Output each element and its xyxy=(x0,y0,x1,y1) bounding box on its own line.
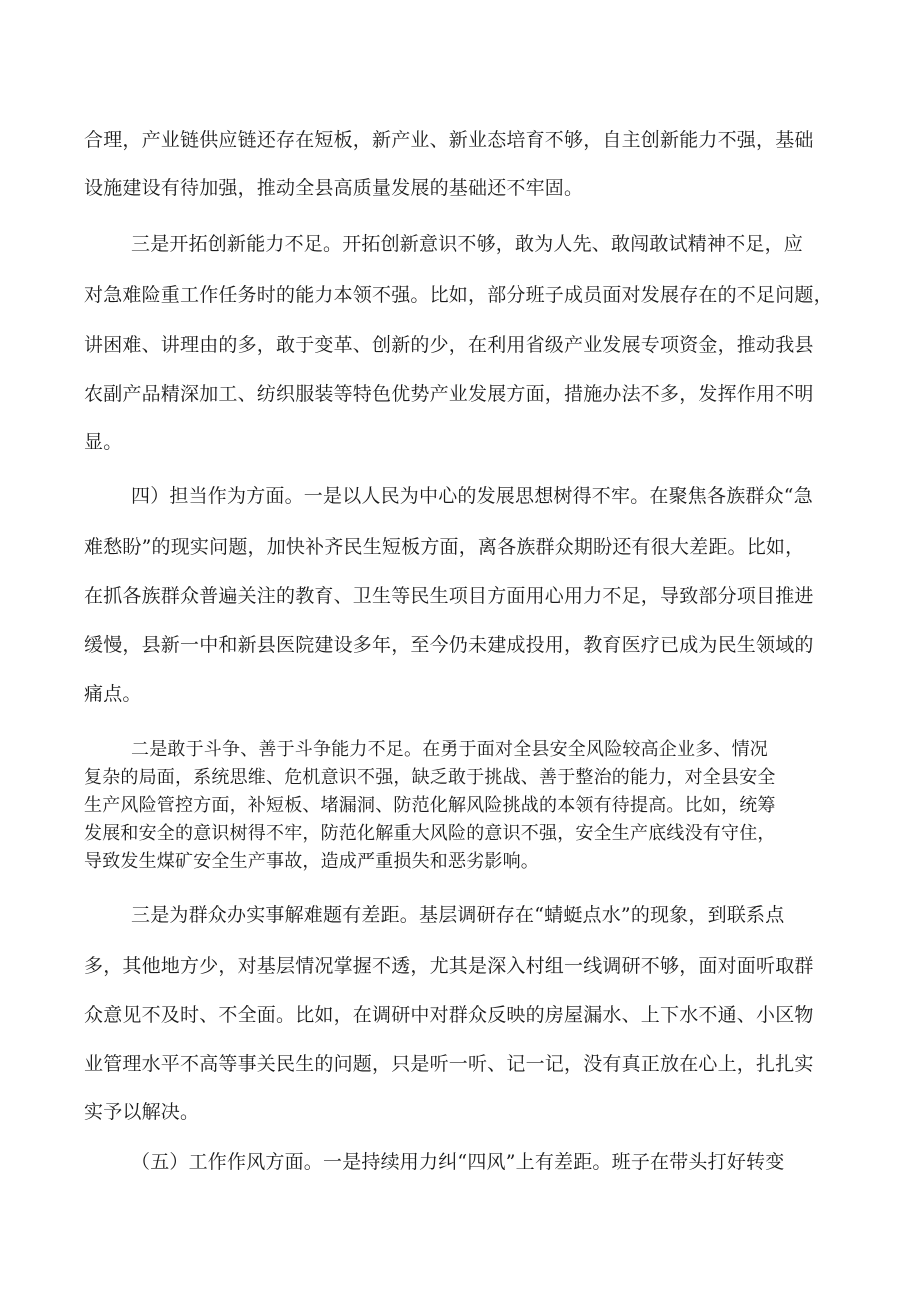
text-line: 众意见不及时、不全面。比如，在调研中对群众反映的房屋漏水、上下水不通、小区物 xyxy=(84,1004,814,1026)
text-line: 三是为群众办实事解难题有差距。基层调研存在“蜻蜓点水”的现象，到联系点 xyxy=(131,904,785,926)
text-line: 讲困难、讲理由的多，敢于变革、创新的少，在利用省级产业发展专项资金，推动我县 xyxy=(84,334,814,356)
text-line: 二是敢于斗争、善于斗争能力不足。在勇于面对全县安全风险较高企业多、情况 xyxy=(131,739,768,760)
text-line: 实予以解决。 xyxy=(84,1101,200,1123)
text-line: 四）担当作为方面。一是以人民为中心的发展思想树得不牢。在聚焦各族群众“急 xyxy=(131,485,813,507)
text-line: 设施建设有待加强，推动全县高质量发展的基础还不牢固。 xyxy=(84,177,584,199)
text-line: 难愁盼”的现实问题，加快补齐民生短板方面，离各族群众期盼还有很大差距。比如， xyxy=(84,536,805,558)
text-line: 业管理水平不高等事关民生的问题，只是听一听、记一记，没有真正放在心上，扎扎实 xyxy=(84,1053,814,1075)
text-line: 对急难险重工作任务时的能力本领不强。比如，部分班子成员面对发展存在的不足问题， xyxy=(84,284,833,306)
text-line: 三是开拓创新能力不足。开拓创新意识不够，敢为人先、敢闯敢试精神不足，应 xyxy=(131,233,804,255)
text-line: 合理，产业链供应链还存在短板，新产业、新业态培育不够，自主创新能力不强，基础 xyxy=(84,129,814,151)
text-line: 导致发生煤矿安全生产事故，造成严重损失和恶劣影响。 xyxy=(84,851,539,872)
text-line: 缓慢，县新一中和新县医院建设多年，至今仍未建成投用，教育医疗已成为民生领域的 xyxy=(84,634,814,656)
text-line: 发展和安全的意识树得不牢，防范化解重大风险的意识不强，安全生产底线没有守住， xyxy=(84,823,776,844)
text-line: 显。 xyxy=(84,431,123,453)
text-line: 农副产品精深加工、纺织服装等特色优势产业发展方面，措施办法不多，发挥作用不明 xyxy=(84,383,814,405)
text-line: 多，其他地方少，对基层情况掌握不透，尤其是深入村组一线调研不够，面对面听取群 xyxy=(84,955,814,977)
text-line: 生产风险管控方面，补短板、堵漏洞、防范化解风险挑战的本领有待提高。比如，统筹 xyxy=(84,795,776,816)
text-line: （五）工作作风方面。一是持续用力纠“四风”上有差距。班子在带头打好转变 xyxy=(131,1151,785,1173)
text-line: 痛点。 xyxy=(84,683,142,705)
text-line: 复杂的局面，系统思维、危机意识不强，缺乏敢于挑战、善于整治的能力，对全县安全 xyxy=(84,767,776,788)
text-line: 在抓各族群众普遍关注的教育、卫生等民生项目方面用心用力不足，导致部分项目推进 xyxy=(84,585,814,607)
